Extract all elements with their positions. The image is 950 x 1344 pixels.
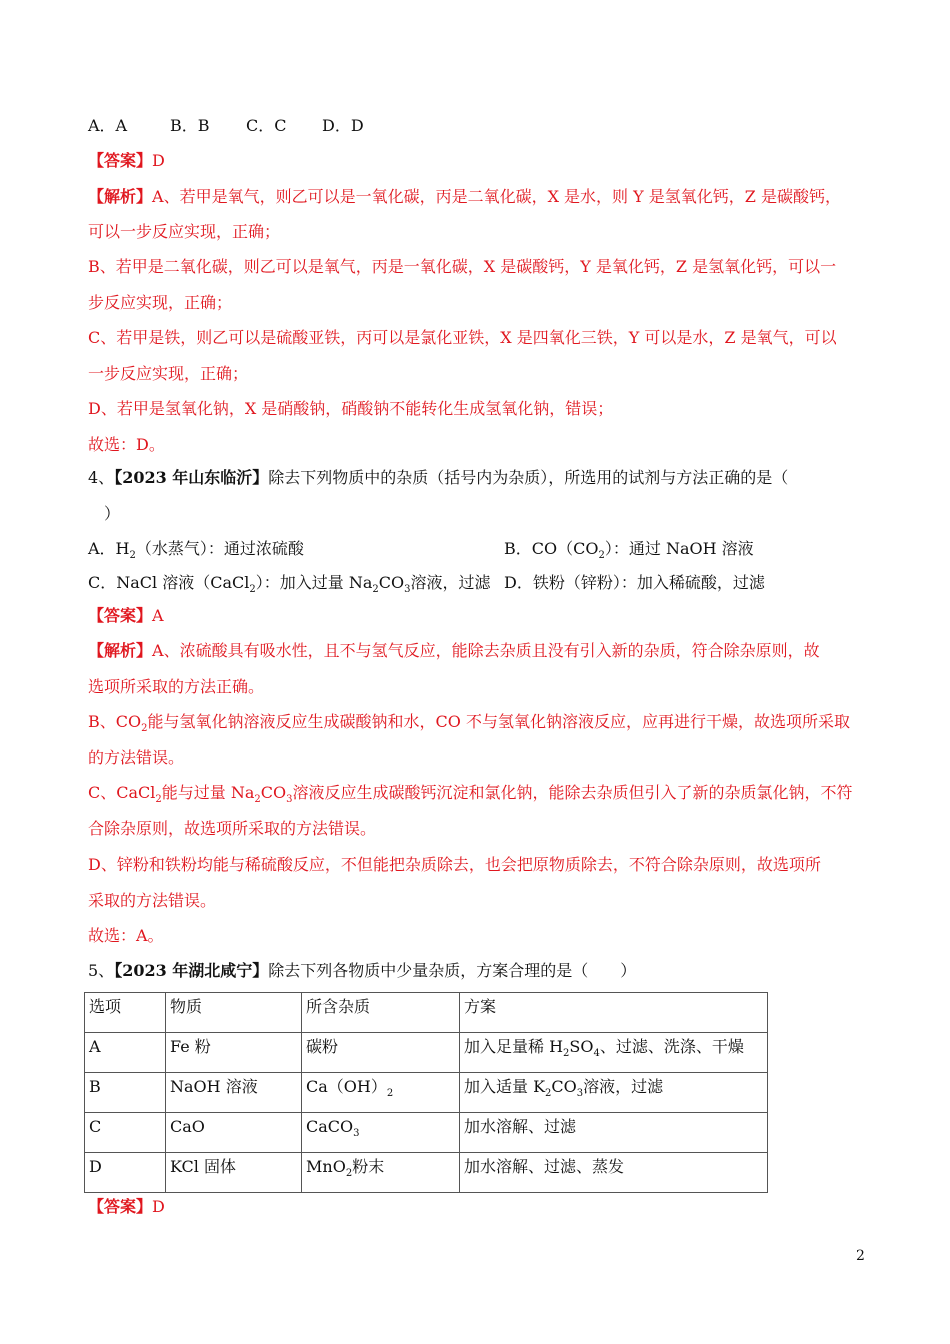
q3-conclusion: 故选：D。 xyxy=(88,435,165,454)
q4-analysis-a-line1: 【解析】A、浓硫酸具有吸水性，且不与氢气反应，能除去杂质且没有引入新的杂质，符合除杂原则，故 xyxy=(88,641,820,660)
q5-table xyxy=(84,992,768,1193)
q4-answer: 【答案】A xyxy=(88,606,164,625)
q4-analysis-b-line2: 的方法错误。 xyxy=(88,748,185,767)
q4-option-a: A．$H_2$（水蒸气）：通过浓硫酸 xyxy=(88,539,304,561)
q4-option-d: D．铁粉（锌粉）：加入稀硫酸，过滤 xyxy=(504,573,765,592)
cell-plan: 加入适量 $K_2CO_3$溶液，过滤 xyxy=(460,1073,768,1113)
cell-option: D xyxy=(85,1153,166,1193)
cell-option: C xyxy=(85,1113,166,1153)
q3-analysis-c-line2: 一步反应实现，正确； xyxy=(88,364,249,383)
cell-impurity: MnO$_2$粉末 xyxy=(302,1153,460,1193)
table-row xyxy=(85,1073,768,1113)
q4-source: 【2023 年山东临沂】 xyxy=(114,468,269,487)
table-row xyxy=(85,1153,768,1193)
q3-analysis-a-line2: 可以一步反应实现，正确； xyxy=(88,222,281,241)
q3-option-c: C．C xyxy=(246,116,287,135)
q4-stem-end: ） xyxy=(104,504,121,523)
table-header-row xyxy=(85,993,768,1033)
q3-answer: 【答案】D xyxy=(88,151,165,170)
q3-analysis-c-line1: C、若甲是铁，则乙可以是硫酸亚铁，丙可以是氯化亚铁，X 是四氧化三铁，Y 可以是水，Z 是氧气，可以 xyxy=(88,328,837,347)
cell-impurity: 碳粉 xyxy=(302,1033,460,1073)
q4-option-c: C．NaCl 溶液（CaCl$_2$）：加入过量 $Na_2CO_3$溶液，过滤 xyxy=(88,573,491,595)
header-substance: 物质 xyxy=(166,993,302,1033)
header-option: 选项 xyxy=(85,993,166,1033)
cell-option: B xyxy=(85,1073,166,1113)
cell-plan: 加入足量稀 $H_2SO_4$、过滤、洗涤、干燥 xyxy=(460,1033,768,1073)
q3-analysis-b-line2: 步反应实现，正确； xyxy=(88,293,233,312)
q4-analysis-c-line1: C、CaCl$_2$能与过量 $Na_2CO_3$溶液反应生成碳酸钙沉淀和氯化钠，能除去杂质但引入了新的杂质氯化钠，不符 xyxy=(88,783,853,805)
q4-stem: 4、【2023 年山东临沂】除去下列物质中的杂质（括号内为杂质），所选用的试剂与方法正确的是（ xyxy=(88,468,789,487)
cell-substance: Fe 粉 xyxy=(166,1033,302,1073)
cell-substance: NaOH 溶液 xyxy=(166,1073,302,1113)
q3-analysis-d: D、若甲是氢氧化钠，X 是硝酸钠，硝酸钠不能转化生成氢氧化钠，错误； xyxy=(88,399,614,418)
q4-conclusion: 故选：A。 xyxy=(88,926,164,945)
q4-analysis-c-line2: 合除杂原则，故选项所采取的方法错误。 xyxy=(88,819,377,838)
cell-plan: 加水溶解、过滤 xyxy=(460,1113,768,1153)
cell-substance: KCl 固体 xyxy=(166,1153,302,1193)
q3-option-b: B．B xyxy=(170,116,210,135)
q4-option-b: B．$CO(CO_2)$：通过 NaOH 溶液 xyxy=(504,539,754,561)
page-number: 2 xyxy=(856,1248,865,1264)
cell-plan: 加水溶解、过滤、蒸发 xyxy=(460,1153,768,1193)
q3-analysis-b-line1: B、若甲是二氧化碳，则乙可以是氧气，丙是一氧化碳，X 是碳酸钙，Y 是氧化钙，Z 是氢氧化钙，可以一 xyxy=(88,257,837,276)
q3-option-a: A．A xyxy=(88,116,128,135)
q5-stem: 5、【2023 年湖北咸宁】除去下列各物质中少量杂质，方案合理的是（ ） xyxy=(88,961,637,980)
table-row xyxy=(85,1113,768,1153)
q4-analysis-d-line2: 采取的方法错误。 xyxy=(88,891,217,910)
cell-option: A xyxy=(85,1033,166,1073)
q4-analysis-b-line1: B、$CO_2$能与氢氧化钠溶液反应生成碳酸钠和水，CO 不与氢氧化钠溶液反应，应再进行干燥，故选项所采取 xyxy=(88,712,850,734)
cell-impurity: $Ca(OH)_2$ xyxy=(302,1073,460,1113)
header-impurity: 所含杂质 xyxy=(302,993,460,1033)
q3-analysis-a-line1: 【解析】A、若甲是氧气，则乙可以是一氧化碳，丙是二氧化碳，X 是水，则 Y 是氢氧化钙，Z 是碳酸钙， xyxy=(88,187,841,206)
q5-source: 【2023 年湖北咸宁】 xyxy=(114,961,269,980)
cell-impurity: CaCO$_3$ xyxy=(302,1113,460,1153)
q4-analysis-a-line2: 选项所采取的方法正确。 xyxy=(88,677,265,696)
q3-option-d: D．D xyxy=(322,116,364,135)
q4-analysis-d-line1: D、锌粉和铁粉均能与稀硫酸反应，不但能把杂质除去，也会把原物质除去，不符合除杂原则，故选项所 xyxy=(88,855,821,874)
q5-answer: 【答案】D xyxy=(88,1197,165,1216)
header-plan: 方案 xyxy=(460,993,768,1033)
q3-options xyxy=(88,116,364,136)
cell-substance: CaO xyxy=(166,1113,302,1153)
table-row xyxy=(85,1033,768,1073)
